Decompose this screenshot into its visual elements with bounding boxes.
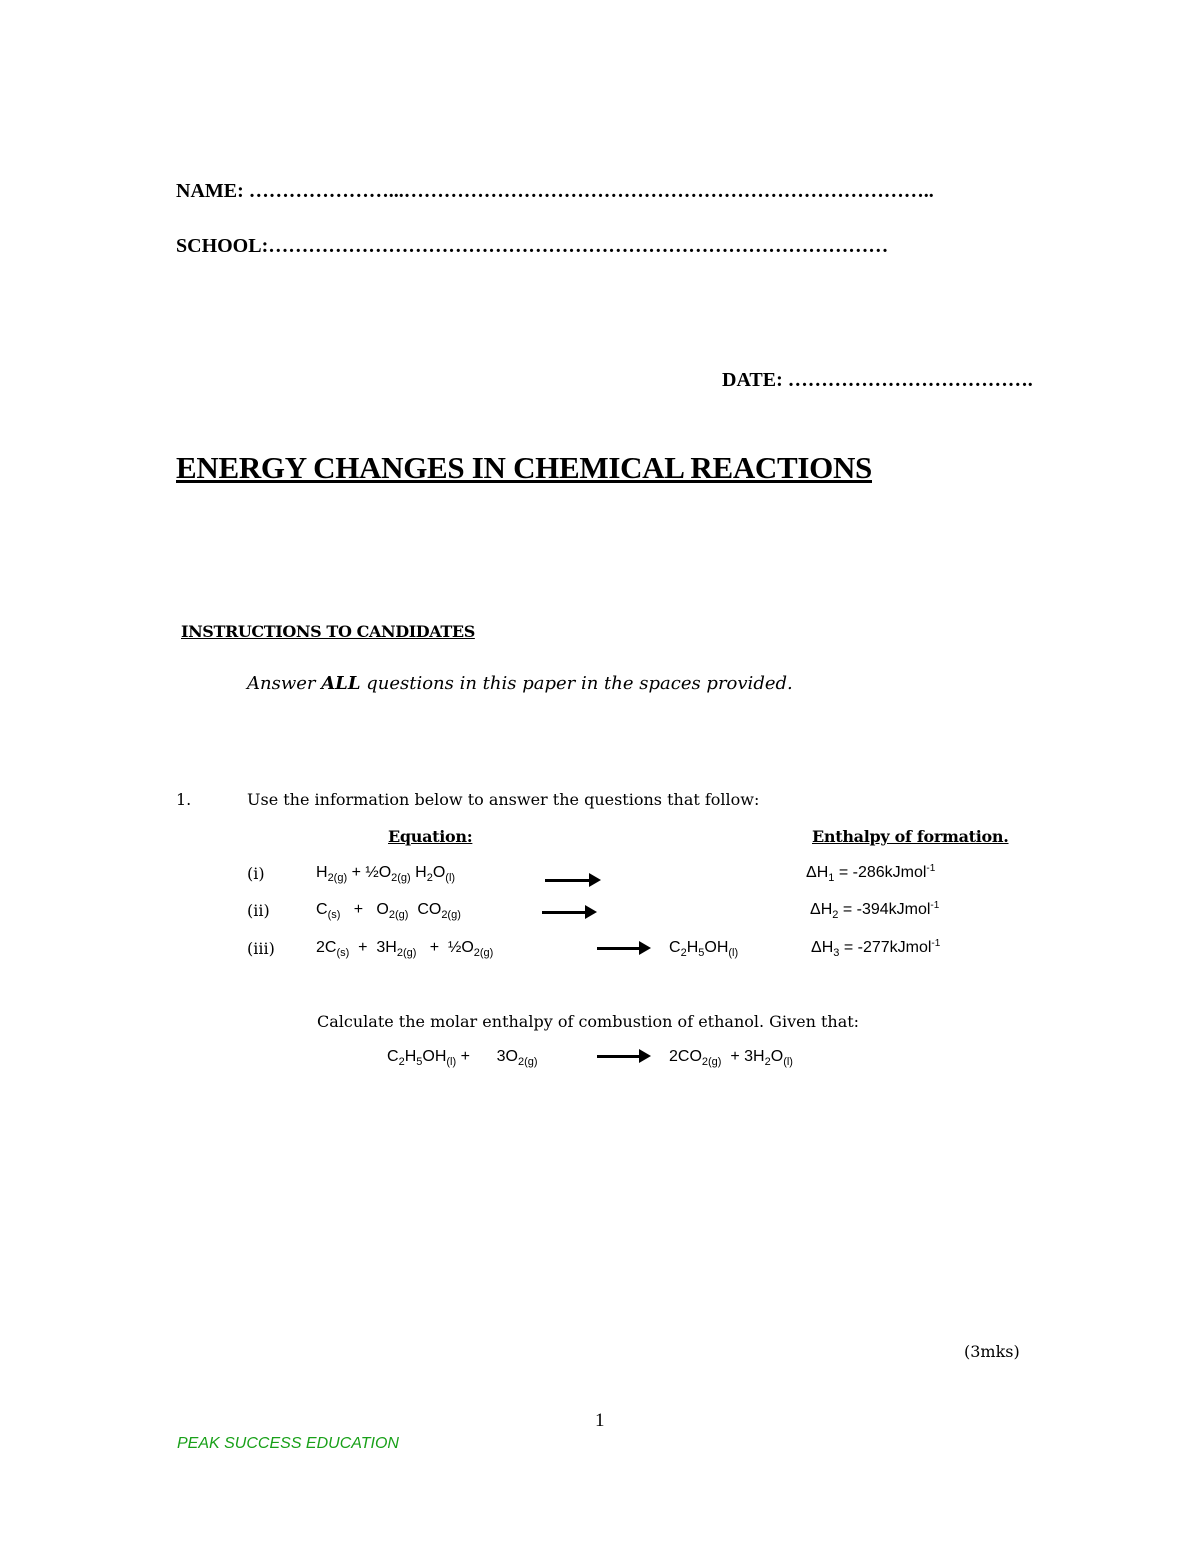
enthalpy-i: $\Delta H_1$ = -286kJmol$^{-1}$ (806, 863, 936, 884)
row-label: (ii) (247, 901, 270, 920)
page-number: 1 (595, 1410, 605, 1431)
row-label: (i) (247, 864, 265, 883)
enthalpy-column-heading: Enthalpy of formation. (812, 827, 1009, 846)
footer-brand: PEAK SUCCESS EDUCATION (177, 1435, 399, 1452)
equation-column-heading: Equation: (388, 827, 473, 846)
calculation-prompt: Calculate the molar enthalpy of combustion of ethanol. Given that: (317, 1012, 860, 1031)
name-field[interactable]: NAME: …………………...…………………………………………………………………….. (176, 180, 934, 202)
equation-iii: $2C_{(s)} + 3H_{2(g)}$ + $\frac{1}{2}O_{2(g)}$ (316, 939, 494, 959)
instructions-text: Answer ALL questions in this paper in the spaces provided. (247, 673, 793, 694)
page-title: ENERGY CHANGES IN CHEMICAL REACTIONS (176, 450, 872, 485)
question-number: 1. (176, 790, 192, 809)
instructions-heading: INSTRUCTIONS TO CANDIDATES (181, 622, 475, 641)
marks-label: (3mks) (964, 1342, 1020, 1361)
ethanol-product: $C_2H_5OH_{(l)}$ (669, 939, 739, 959)
date-field[interactable]: DATE: ………………………………. (722, 369, 1033, 391)
school-field[interactable]: SCHOOL:………………………………………………………………………………… (176, 235, 889, 257)
combustion-equation: $C_2H_5OH_{(l)}$ + $3O_{2(g)}$ (387, 1048, 538, 1068)
question-intro: Use the information below to answer the questions that follow: (247, 790, 760, 809)
enthalpy-iii: $\Delta H_3$ = -277kJmol$^{-1}$ (811, 938, 941, 959)
combustion-products: $2CO_{2(g)} + 3H_2O_{(l)}$ (669, 1048, 793, 1068)
enthalpy-ii: $\Delta H_2$ = -394kJmol$^{-1}$ (810, 900, 940, 921)
equation-i: $H_{2(g)}$ + $\frac{1}{2}O_{2(g)}$ $H_2O_{(l)}$ (316, 864, 456, 884)
equation-ii: $C_{(s)} + O_{2(g)}$ $CO_{2(g)}$ (316, 901, 461, 921)
row-label: (iii) (247, 939, 275, 958)
